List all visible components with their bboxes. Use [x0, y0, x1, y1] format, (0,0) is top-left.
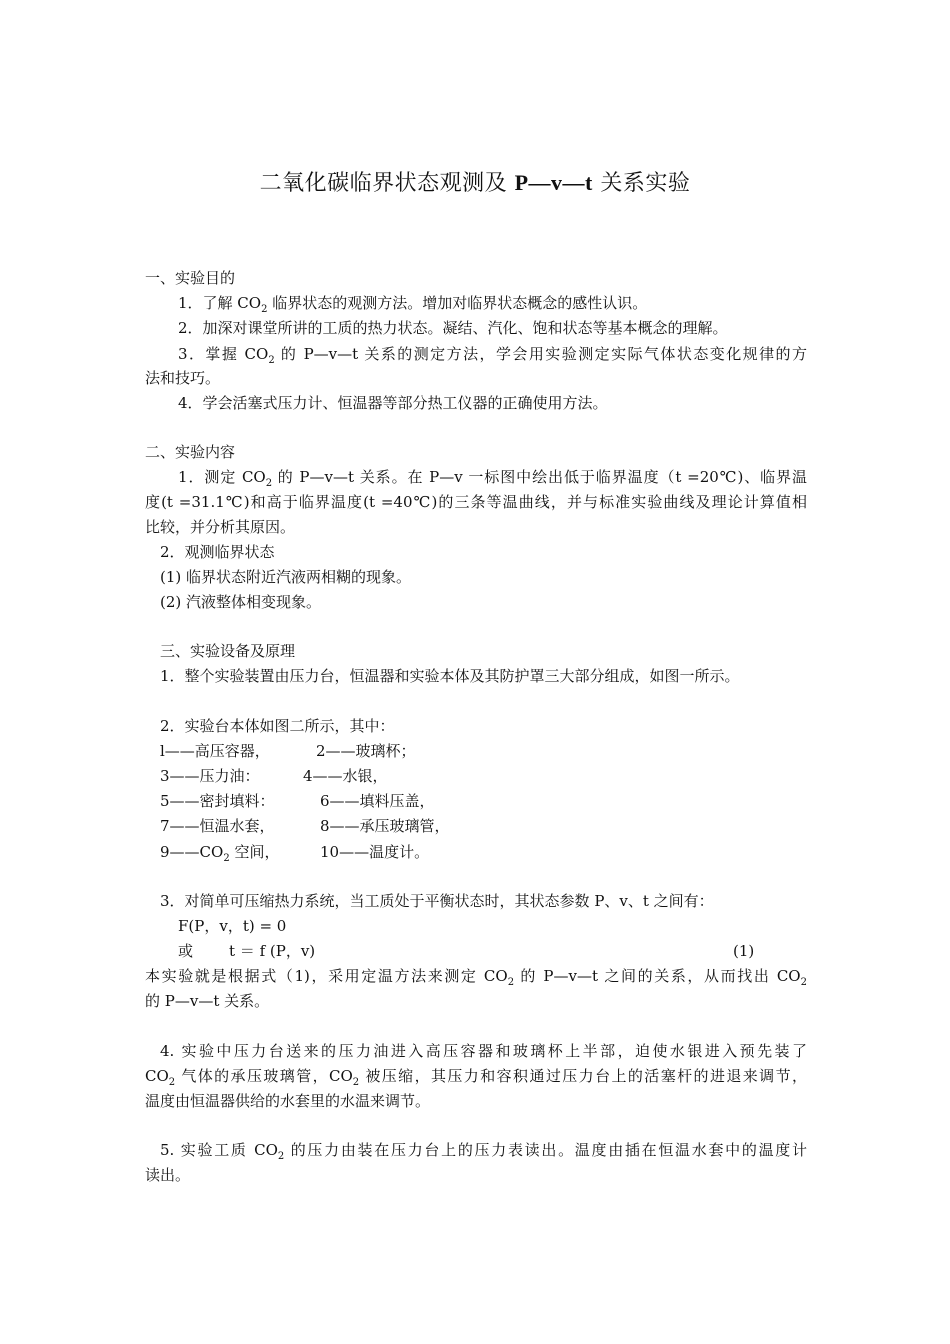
section-1-heading: 一、实验目的	[145, 269, 236, 287]
s2-item-2a: (1) 临界状态附近汽液两相糊的现象。	[160, 568, 412, 586]
equation-number: (1)	[733, 942, 755, 960]
s3-para-4-end: 温度由恒温器供给的水套里的水温来调节。	[145, 1092, 431, 1110]
part-label-2: 2——玻璃杯；	[316, 742, 416, 760]
s1-item-2: 2．加深对课堂所讲的工质的热力状态。凝结、汽化、饱和状态等基本概念的理解。	[178, 319, 728, 337]
s3-para-3c: 的 P—v—t 关系。	[145, 992, 270, 1010]
part-label-6: 6——填料压盖，	[320, 792, 435, 810]
part-label-10: 10——温度计。	[320, 843, 430, 861]
s3-para-3: 3．对简单可压缩热力系统，当工质处于平衡状态时，其状态参数 P、v、t 之间有：	[160, 892, 714, 910]
s2-item-1: 1．测定 $CO_2$ 的 P—v—t 关系。在 P—v 一标图中绘出低于临界温度（t =20℃)、临界温	[178, 468, 808, 489]
s2-item-1-end: 比较，并分析其原因。	[145, 518, 296, 536]
s1-item-4: 4．学会活塞式压力计、恒温器等部分热工仪器的正确使用方法。	[178, 394, 608, 412]
section-2-heading: 二、实验内容	[145, 443, 236, 461]
part-label-1: l——高压容器，	[160, 742, 270, 760]
s3-para-3b: 本实验就是根据式（1)，采用定温方法来测定 $CO_2$ 的 P—v—t 之间的关系，从而找出 $CO_2$	[145, 967, 807, 988]
equation-1: F(P，v，t) = 0	[178, 917, 287, 935]
equation-2: t ＝ f (P，v)	[229, 942, 316, 960]
equation-2-or: 或	[178, 942, 194, 960]
s3-para-2: 2．实验台本体如图二所示，其中：	[160, 717, 395, 735]
s1-item-1: 1．了解 $CO_2$ 临界状态的观测方法。增加对临界状态概念的感性认识。	[178, 294, 648, 315]
s3-para-4: 4. 实验中压力台送来的压力油进入高压容器和玻璃杯上半部，迫使水银进入预先装了	[160, 1042, 807, 1060]
part-label-5: 5——密封填料：	[160, 792, 275, 810]
s3-para-4-cont: $CO_2$ 气体的承压玻璃管，$CO_2$ 被压缩，其压力和容积通过压力台上的活塞杆的进退来调节，	[145, 1067, 807, 1088]
s3-para-1: 1．整个实验装置由压力台，恒温器和实验本体及其防护罩三大部分组成，如图一所示。	[160, 667, 740, 685]
s3-para-5-end: 读出。	[145, 1166, 191, 1184]
part-label-9: $9——CO_2$ 空间，	[160, 843, 280, 864]
document-title: 二氧化碳临界状态观测及 P—v—t 关系实验	[259, 170, 691, 196]
s2-item-2b: (2) 汽液整体相变现象。	[160, 593, 322, 611]
part-label-3: 3——压力油：	[160, 767, 260, 785]
section-3-heading: 三、实验设备及原理	[160, 642, 296, 660]
s2-item-2: 2．观测临界状态	[160, 543, 275, 561]
part-label-8: 8——承压玻璃管，	[320, 817, 450, 835]
part-label-7: 7——恒温水套，	[160, 817, 275, 835]
s2-item-1-cont: 度(t =31.1℃)和高于临界温度(t =40℃)的三条等温曲线，并与标准实验曲线及理论计算值相	[145, 493, 807, 511]
s3-para-5: 5. 实验工质 $CO_2$ 的压力由装在压力台上的压力表读出。温度由插在恒温水套中的温度计	[160, 1141, 807, 1162]
part-label-4: 4——水银，	[303, 767, 388, 785]
s1-item-3: 3．掌握 $CO_2$ 的 P—v—t 关系的测定方法，学会用实验测定实际气体状态变化规律的方	[178, 345, 807, 366]
s1-item-3-cont: 法和技巧。	[145, 369, 221, 387]
